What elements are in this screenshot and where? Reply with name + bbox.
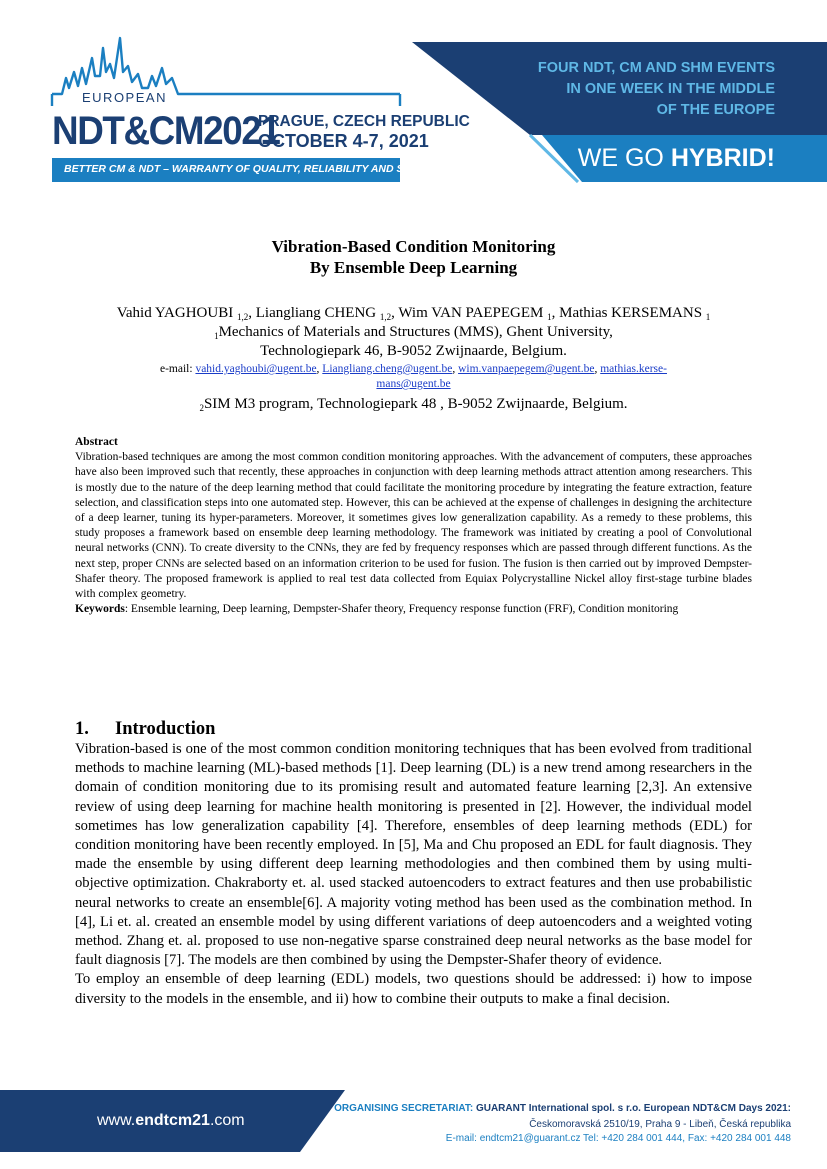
author-1: Vahid YAGHOUBI: [116, 305, 237, 321]
banner-line-3: OF THE EUROPE: [656, 102, 775, 118]
abstract-section: [75, 435, 752, 617]
hybrid-text: HYBRID!: [670, 144, 775, 172]
email-link-2[interactable]: Liangliang.cheng@ugent.be: [322, 363, 453, 375]
author-3-affiliation: 1: [547, 312, 552, 322]
organiser-text: GUARANT International spol. s r.o. European NDT&CM Days 2021:: [475, 1103, 791, 1114]
url-prefix: www.: [97, 1112, 136, 1129]
affiliation-2: [0, 395, 827, 417]
we-go-hybrid-text: [578, 143, 775, 173]
introduction-heading: [75, 718, 215, 740]
footer-website[interactable]: [97, 1112, 245, 1130]
author-4: , Mathias KERSEMANS: [551, 305, 706, 321]
affiliation-2-text: SIM M3 program, Technologiepark 48 , B-9052 Zwijnaarde, Belgium.: [203, 396, 628, 412]
title-line-1: Vibration-Based Condition Monitoring: [271, 237, 556, 256]
email-link-4[interactable]: mathias.kerse-: [600, 363, 667, 375]
abstract-text: Vibration-based techniques are among the most common condition monitoring approaches. With the advancement of computers, these approaches have also been improved such that recently, these approaches in conjunction with deep learning methods attract attention among researchers. This is mostly due to the nature of the deep learning method that could facilitate the monitoring procedure by integrating the feature extraction, feature selection, and classification steps into one automated step. However, this can be achieved at the expense of challenges in designing the architecture of a deep learner, tuning its hyper-parameters. Moreover, it sometimes gives low generalization capability. As a remedy to these problems, this study proposes a framework based on ensemble deep learning methodology. The framework was initiated by creating a pool of Convolutional neural networks (CNN). To create diversity to the CNNs, they are fed by frequency responses which are passed through different functions. As the next step, proper CNNs are selected based on an information criterion to be used for fusion. The fusion is then carried out by improved Dempster-Shafer theory. The proposed framework is applied to real test data collected from Equiax Polycrystalline Nickel alloy first-stage turbine blades with complex geometry.: [75, 451, 752, 601]
logo-european-text: EUROPEAN: [82, 90, 167, 105]
author-2-affiliation: 1,2: [379, 312, 392, 322]
banner-line-2: IN ONE WEEK IN THE MIDDLE: [566, 81, 775, 97]
email-link-3[interactable]: wim.vanpaepegem@ugent.be: [458, 363, 595, 375]
paper-title: [0, 236, 827, 278]
email-label: e-mail:: [160, 363, 196, 375]
affiliation-2-marker: 2: [199, 403, 204, 413]
footer-contact: E-mail: endtcm21@guarant.cz Tel: +420 284 001 444, Fax: +420 284 001 448: [445, 1133, 791, 1144]
we-go-text: WE GO: [577, 144, 671, 172]
conference-header: [0, 0, 827, 200]
logo-location: PRAGUE, CZECH REPUBLIC: [258, 113, 470, 130]
keywords-label: Keywords: [75, 603, 125, 616]
logo-tagline: BETTER CM & NDT – WARRANTY OF QUALITY, RELIABILITY AND SAFETY: [64, 163, 438, 175]
email-link-4-cont[interactable]: mans@ugent.be: [376, 378, 451, 390]
keywords-text: : Ensemble learning, Deep learning, Dempster-Shafer theory, Frequency response function (FRF), Condition monitoring: [124, 603, 679, 616]
logo-dates: OCTOBER 4-7, 2021: [258, 131, 429, 151]
page-footer: [0, 1090, 827, 1152]
author-4-affiliation: 1: [705, 312, 711, 322]
organiser-label: ORGANISING SECRETARIAT:: [334, 1103, 476, 1114]
abstract-heading: Abstract: [75, 436, 118, 448]
section-title: Introduction: [115, 719, 216, 739]
affiliation-1-marker: 1: [214, 331, 219, 341]
email-sep-3: ,: [594, 363, 601, 375]
author-1-affiliation: 1,2: [236, 312, 249, 322]
section-number: 1.: [75, 719, 89, 739]
banner-line-1: FOUR NDT, CM AND SHM EVENTS: [537, 60, 775, 76]
email-sep-1: ,: [316, 363, 323, 375]
email-link-1[interactable]: vahid.yaghoubi@ugent.be: [195, 363, 317, 375]
affiliation-1-text: Mechanics of Materials and Structures (MMS), Ghent University,: [218, 324, 613, 340]
intro-paragraph-1: Vibration-based is one of the most common condition monitoring techniques that has been evolved from traditional methods to machine learning (ML)-based methods [1]. Deep learning (DL) is a new trend among researchers in the domain of condition monitoring due to its promising result and automated feature learning [2,3]. An extensive review of using deep learning for machine health monitoring is presented in [2]. However, the individual model sometimes has low generalization capability [4]. Therefore, ensembles of deep learning methods (EDL) for condition monitoring have been recently employed. In [5], Ma and Chu proposed an EDL for fault diagnosis. They made the ensemble by using different deep learning methodologies and then combined them by using multi-objective optimization. Chakraborty et. al. used stacked autoencoders to extract features and then use probabilistic neural networks to create an ensemble[6]. A majority voting method has been used as the combination method. In [4], Li et. al. created an ensemble model by using different variations of deep autoencoders and a weighted voting method. Zhang et. al. proposed to use non-negative sparse constrained deep neural networks as the base model for fault diagnosis [7]. The models are then combined by using the Dempster-Shafer theory of evidence.: [75, 741, 752, 969]
affiliation-1-address: Technologiepark 46, B-9052 Zwijnaarde, Belgium.: [260, 343, 567, 359]
footer-organiser: [334, 1103, 791, 1115]
logo-ndtcm2021: NDT&CM2021: [52, 109, 280, 153]
author-3: , Wim VAN PAEPEGEM: [391, 305, 548, 321]
introduction-body: [75, 740, 752, 1009]
author-2: , Liangliang CHENG: [248, 305, 380, 321]
footer-address: Českomoravská 2510/19, Praha 9 - Libeň, Česká republika: [529, 1119, 791, 1130]
url-domain: endtcm21: [135, 1112, 210, 1129]
url-suffix: .com: [209, 1112, 245, 1129]
intro-paragraph-2: To employ an ensemble of deep learning (EDL) models, two questions should be addressed: i) how to impose diversity to the models in the ensemble, and ii) how to combine their outputs to make a final decision.: [75, 971, 752, 1007]
title-line-2: By Ensemble Deep Learning: [309, 258, 518, 277]
email-sep-2: ,: [452, 363, 459, 375]
email-list: [90, 362, 737, 392]
